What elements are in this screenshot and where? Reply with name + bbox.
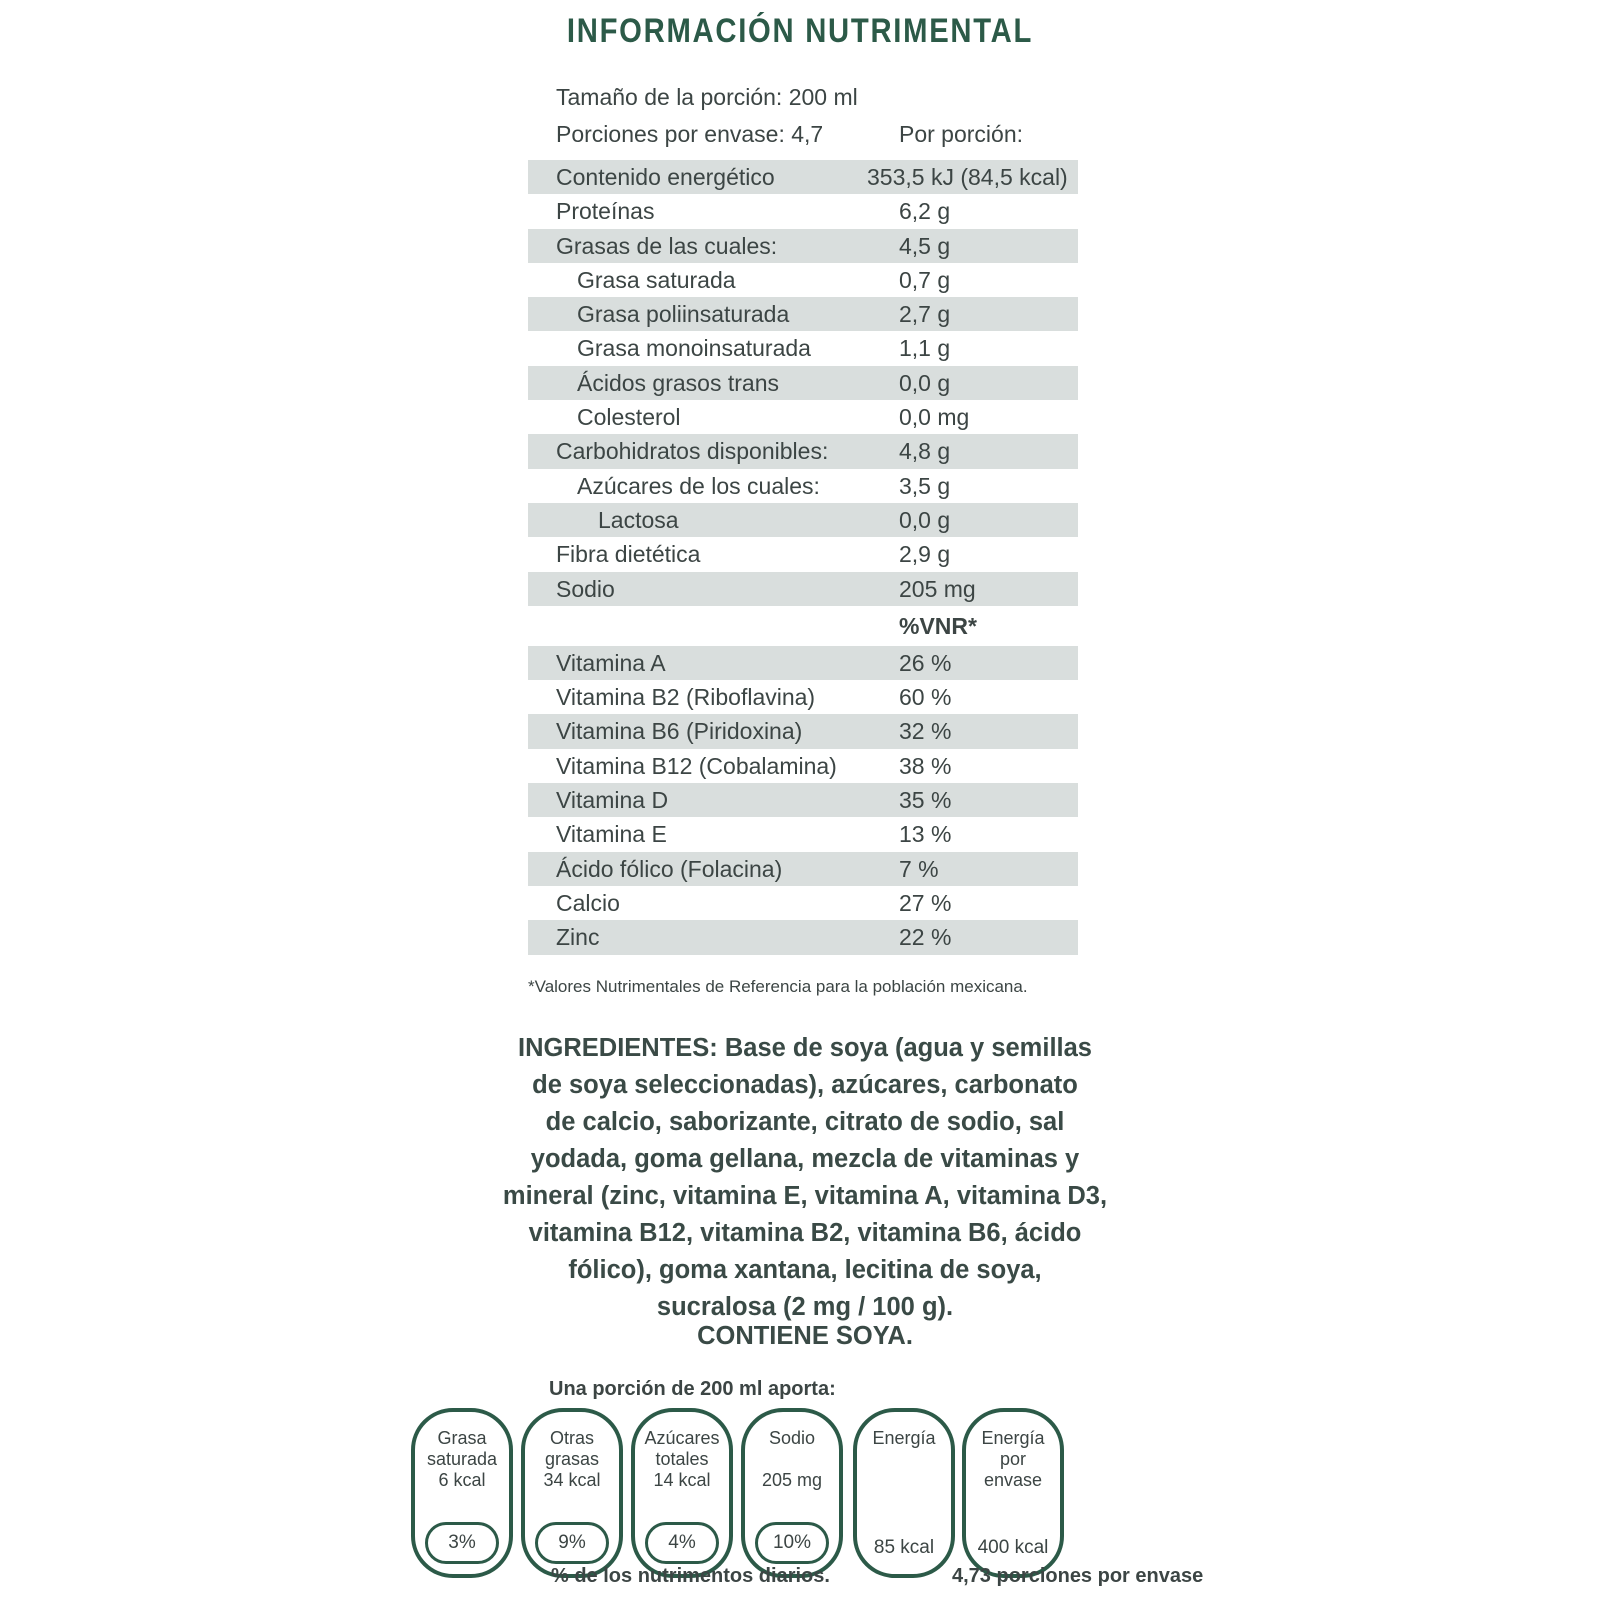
nutrient-label: Proteínas — [556, 198, 655, 225]
vitamin-row — [528, 714, 1078, 748]
vitamin-value: 38 % — [899, 752, 952, 779]
nutrient-row — [528, 194, 1078, 228]
servings-per-container: Porciones por envase: 4,7 — [556, 121, 824, 147]
nutrient-value: 4,8 g — [899, 438, 951, 465]
nutrient-row — [528, 572, 1078, 606]
nutrient-value: 0,0 mg — [899, 404, 970, 431]
vitamin-row — [528, 920, 1078, 954]
vitamin-label: Vitamina D — [556, 787, 669, 814]
gda-name: Grasa saturada 6 kcal — [426, 1428, 498, 1490]
ingredients-line: vitamina B12, vitamina B2, vitamina B6, ácido — [528, 1219, 1082, 1247]
nutrient-value: 3,5 g — [899, 472, 951, 499]
ingredients-line: de soya seleccionadas), azúcares, carbonato — [532, 1071, 1078, 1099]
nutrient-row — [528, 469, 1078, 503]
nutrition-table — [528, 160, 1078, 955]
vnr-header-row — [528, 606, 1078, 646]
nutrient-label: Azúcares de los cuales: — [577, 472, 820, 499]
vitamin-row — [528, 852, 1078, 886]
gda-footer-right: 4,73 porciones por envase — [952, 1565, 1204, 1587]
nutrient-value: 2,9 g — [899, 541, 951, 568]
nutrient-row — [528, 263, 1078, 297]
ingredients-line: de calcio, saborizante, citrato de sodio, sal — [545, 1108, 1065, 1136]
gda-icon — [411, 1408, 513, 1578]
gda-name: Azúcares totales 14 kcal — [644, 1428, 720, 1490]
ingredients-line: INGREDIENTES: Base de soya (agua y semillas — [518, 1034, 1092, 1062]
gda-icon — [853, 1408, 955, 1578]
vitamin-row — [528, 646, 1078, 680]
nutrient-row — [528, 160, 1078, 194]
gda-name: Sodio 205 mg — [761, 1428, 823, 1490]
nutrient-row — [528, 537, 1078, 571]
nutrient-row — [528, 400, 1078, 434]
gda-header: Una porción de 200 ml aporta: — [549, 1378, 836, 1400]
gda-energy-value: 400 kcal — [977, 1537, 1049, 1558]
serving-size: Tamaño de la porción: 200 ml — [556, 84, 858, 110]
gda-icon — [521, 1408, 623, 1578]
vitamin-value: 35 % — [899, 787, 952, 814]
nutrient-row — [528, 503, 1078, 537]
nutrient-label: Carbohidratos disponibles: — [556, 438, 829, 465]
nutrient-value: 205 mg — [899, 575, 976, 602]
vitamin-label: Vitamina E — [556, 821, 667, 848]
ingredients-line: sucralosa (2 mg / 100 g). — [656, 1293, 954, 1321]
ingredients-line: fólico), goma xantana, lecitina de soya, — [568, 1256, 1042, 1284]
nutrient-value: 4,5 g — [899, 232, 951, 259]
vitamin-row — [528, 817, 1078, 851]
nutrient-label: Colesterol — [577, 404, 681, 431]
nutrient-value: 6,2 g — [899, 198, 951, 225]
nutrient-value: 0,0 g — [899, 506, 951, 533]
nutrient-label: Contenido energético — [556, 164, 775, 190]
vitamin-value: 26 % — [899, 649, 952, 676]
vitamin-label: Vitamina B6 (Piridoxina) — [556, 718, 803, 745]
vitamin-value: 22 % — [899, 924, 952, 951]
vitamin-value: 27 % — [899, 889, 952, 916]
vitamin-label: Vitamina B12 (Cobalamina) — [556, 752, 837, 779]
vitamin-value: 32 % — [899, 718, 952, 745]
gda-energy-value: 85 kcal — [873, 1537, 935, 1558]
vitamin-value: 13 % — [899, 821, 952, 848]
nutrient-row — [528, 331, 1078, 365]
gda-footer-left: % de los nutrimentos diarios. — [551, 1565, 830, 1587]
nutrient-row — [528, 297, 1078, 331]
gda-name: Energía — [872, 1428, 936, 1448]
nutrient-row — [528, 366, 1078, 400]
vitamin-label: Ácido fólico (Folacina) — [556, 855, 783, 882]
footnote: *Valores Nutrimentales de Referencia para la población mexicana. — [528, 977, 1028, 996]
nutrient-label: Grasa monoinsaturada — [577, 335, 811, 362]
nutrient-value: 2,7 g — [899, 301, 951, 328]
vitamin-label: Zinc — [556, 924, 600, 951]
vitamin-label: Calcio — [556, 889, 620, 916]
gda-icon — [631, 1408, 733, 1578]
vitamin-row — [528, 749, 1078, 783]
ingredients-line: yodada, goma gellana, mezcla de vitaminas y — [530, 1145, 1080, 1173]
nutrient-label: Lactosa — [598, 506, 679, 533]
vitamin-row — [528, 680, 1078, 714]
nutrient-label: Grasa saturada — [577, 266, 736, 293]
nutrient-label: Grasas de las cuales: — [556, 232, 778, 259]
nutrient-row — [528, 434, 1078, 468]
ingredients-line: mineral (zinc, vitamina E, vitamina A, vitamina D3, — [502, 1182, 1108, 1210]
vitamin-value: 60 % — [899, 684, 952, 711]
nutrient-label: Grasa poliinsaturada — [577, 301, 790, 328]
gda-percent: 9% — [535, 1522, 609, 1564]
ingredients-block — [500, 1030, 1110, 1326]
vnr-header: %VNR* — [899, 612, 977, 639]
gda-name: Energía por envase — [981, 1428, 1045, 1490]
vitamin-row — [528, 783, 1078, 817]
gda-percent: 10% — [755, 1522, 829, 1564]
vitamin-value: 7 % — [899, 855, 939, 882]
gda-icon — [962, 1408, 1064, 1578]
per-serving-header: Por porción: — [899, 121, 1024, 147]
nutrient-value: 0,7 g — [899, 266, 951, 293]
gda-percent: 4% — [645, 1522, 719, 1564]
nutrient-row — [528, 229, 1078, 263]
nutrient-value: 0,0 g — [899, 369, 951, 396]
allergen-statement: CONTIENE SOYA. — [697, 1322, 913, 1350]
gda-name: Otras grasas 34 kcal — [543, 1428, 601, 1490]
nutrient-label: Sodio — [556, 575, 615, 602]
vitamin-row — [528, 886, 1078, 920]
nutrient-label: Ácidos grasos trans — [577, 369, 779, 396]
nutrient-value: 1,1 g — [899, 335, 951, 362]
gda-percent: 3% — [425, 1522, 499, 1564]
nutrient-value: 353,5 kJ (84,5 kcal) — [867, 164, 1068, 190]
nutrient-label: Fibra dietética — [556, 541, 701, 568]
vitamin-label: Vitamina A — [556, 649, 666, 676]
gda-icon — [741, 1408, 843, 1578]
label-title: INFORMACIÓN NUTRIMENTAL — [566, 12, 1034, 50]
vitamin-label: Vitamina B2 (Riboflavina) — [556, 684, 816, 711]
